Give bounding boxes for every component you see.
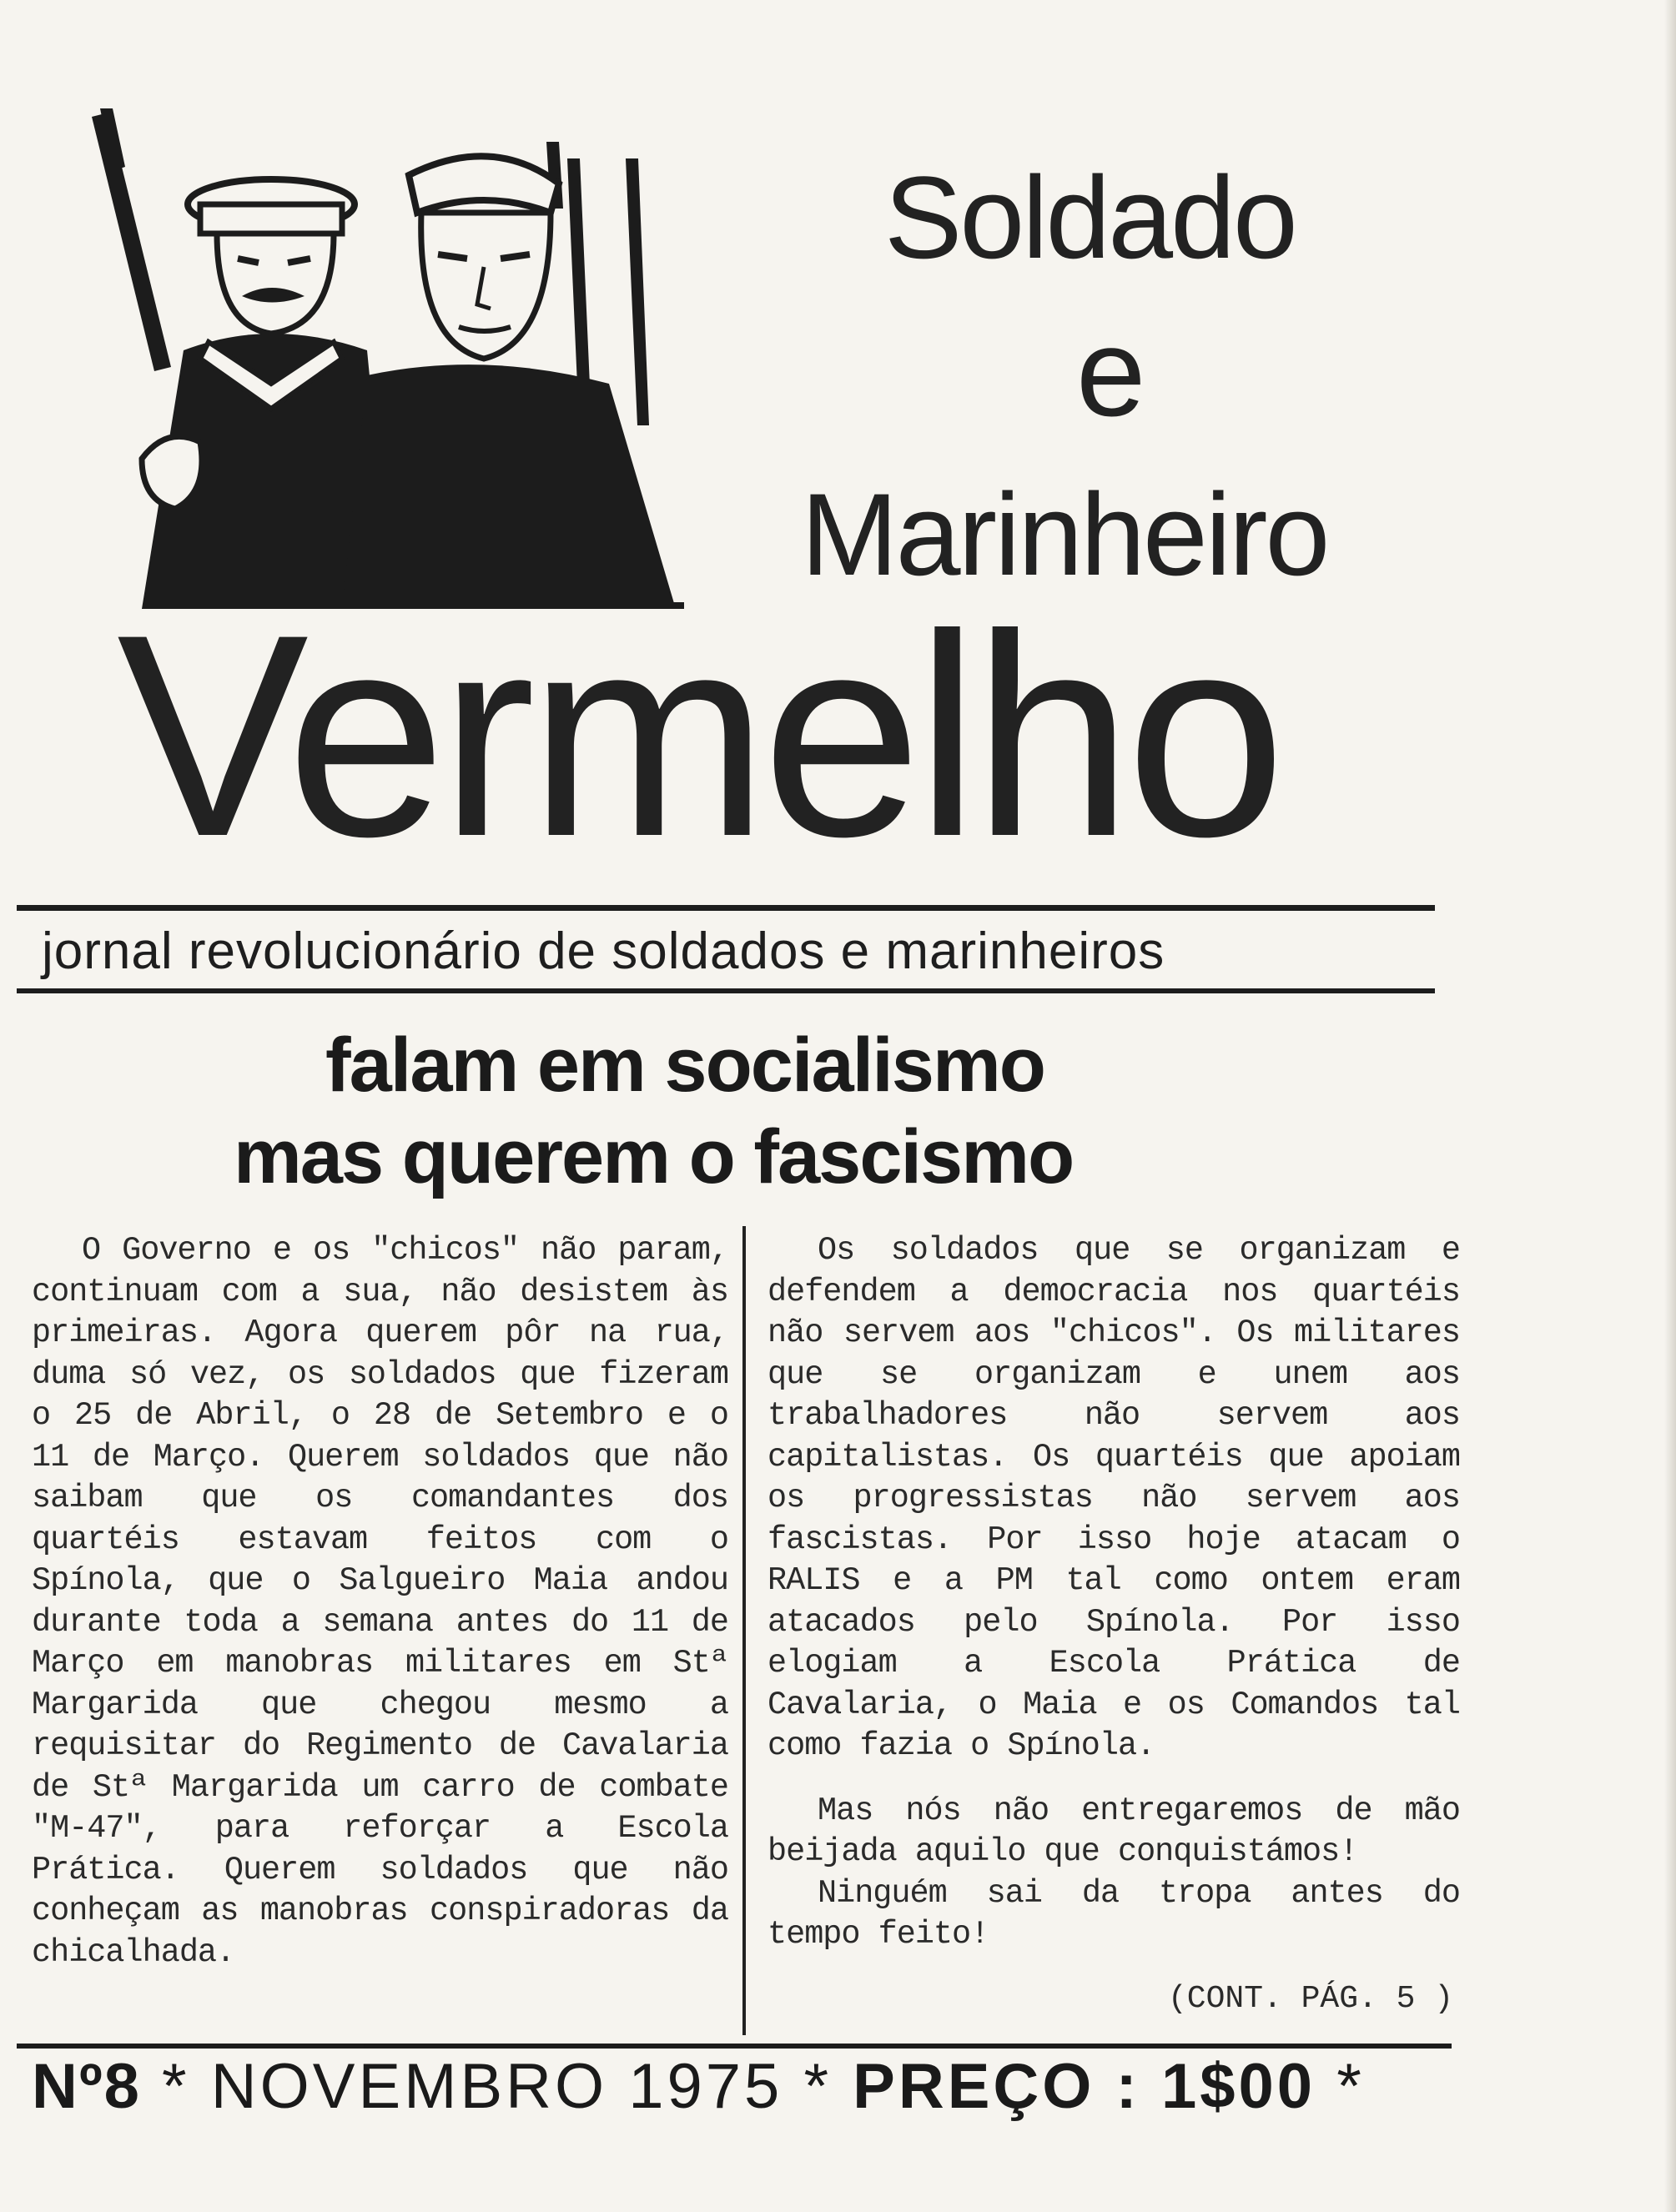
article-left-column — [32, 1230, 728, 1973]
footer-separator: * — [162, 2051, 190, 2122]
article-right-paragraph-2: Mas nós não entregaremos de mão beijada aquilo que conquistámos! — [768, 1792, 1460, 1870]
masthead-marinheiro: Marinheiro — [801, 469, 1328, 600]
footer-bar — [32, 2050, 1365, 2123]
masthead-vermelho: Vermelho — [117, 576, 1280, 897]
footer-separator: * — [803, 2051, 833, 2122]
continued-note: (CONT. PÁG. 5 ) — [1168, 1981, 1454, 2017]
article-right-column — [768, 1230, 1460, 1956]
masthead-e: e — [1076, 302, 1146, 442]
soldier-and-sailor-with-rifles-icon — [92, 108, 726, 609]
price-label: PREÇO : — [853, 2051, 1140, 2122]
article-left-paragraph: O Governo e os "chicos" não param, continuam com a sua, não desistem às primeiras. Agora querem pôr na rua, duma só vez, os soldados que fizeram o 25 de Abril, o 28 de Setembro e o 11 de Março. Querem soldados que não saibam que os comandantes dos quartéis estavam feitos com o Spínola, que o Salgueiro Maia andou durante toda a semana antes do 11 de Março em manobras militares em Stª Margarida que chegou mesmo a requisitar do Regimento de Cavalaria de Stª Margarida um carro de combate "M-47", para reforçar a Escola Prática. Querem soldados que não conheçam as manobras conspiradoras da chicalhada. — [32, 1232, 728, 1971]
masthead-subtitle: jornal revolucionário de soldados e marinheiros — [42, 923, 1165, 980]
issue-number: Nº8 — [32, 2051, 141, 2122]
footer-separator: * — [1336, 2051, 1365, 2122]
issue-date: NOVEMBRO 1975 — [210, 2051, 783, 2122]
masthead-rule-top — [17, 905, 1435, 911]
footer-rule — [17, 2044, 1452, 2049]
headline-line-2: mas querem o fascismo — [234, 1114, 1074, 1199]
masthead-soldado: Soldado — [884, 152, 1296, 283]
headline-line-1: falam em socialismo — [325, 1023, 1044, 1108]
masthead-rule-bottom — [17, 988, 1435, 993]
price-value: 1$00 — [1160, 2051, 1316, 2122]
page-edge-shadow — [1664, 0, 1676, 2212]
article-right-paragraph-1: Os soldados que se organizam e defendem a democracia nos quartéis não servem aos "chicos". Os militares que se organizam e unem aos trabalhadores não servem aos capitalistas. Os quartéis que apoiam os progressistas não servem aos fascistas. Por isso hoje atacam o RALIS e a PM tal como ontem eram atacados pelo Spínola. Por isso elogiam a Escola Prática de Cavalaria, o Maia e os Comandos tal como fazia o Spínola. — [768, 1232, 1460, 1764]
column-divider — [742, 1226, 746, 2035]
article-right-paragraph-3: Ninguém sai da tropa antes do tempo feito! — [768, 1874, 1460, 1953]
